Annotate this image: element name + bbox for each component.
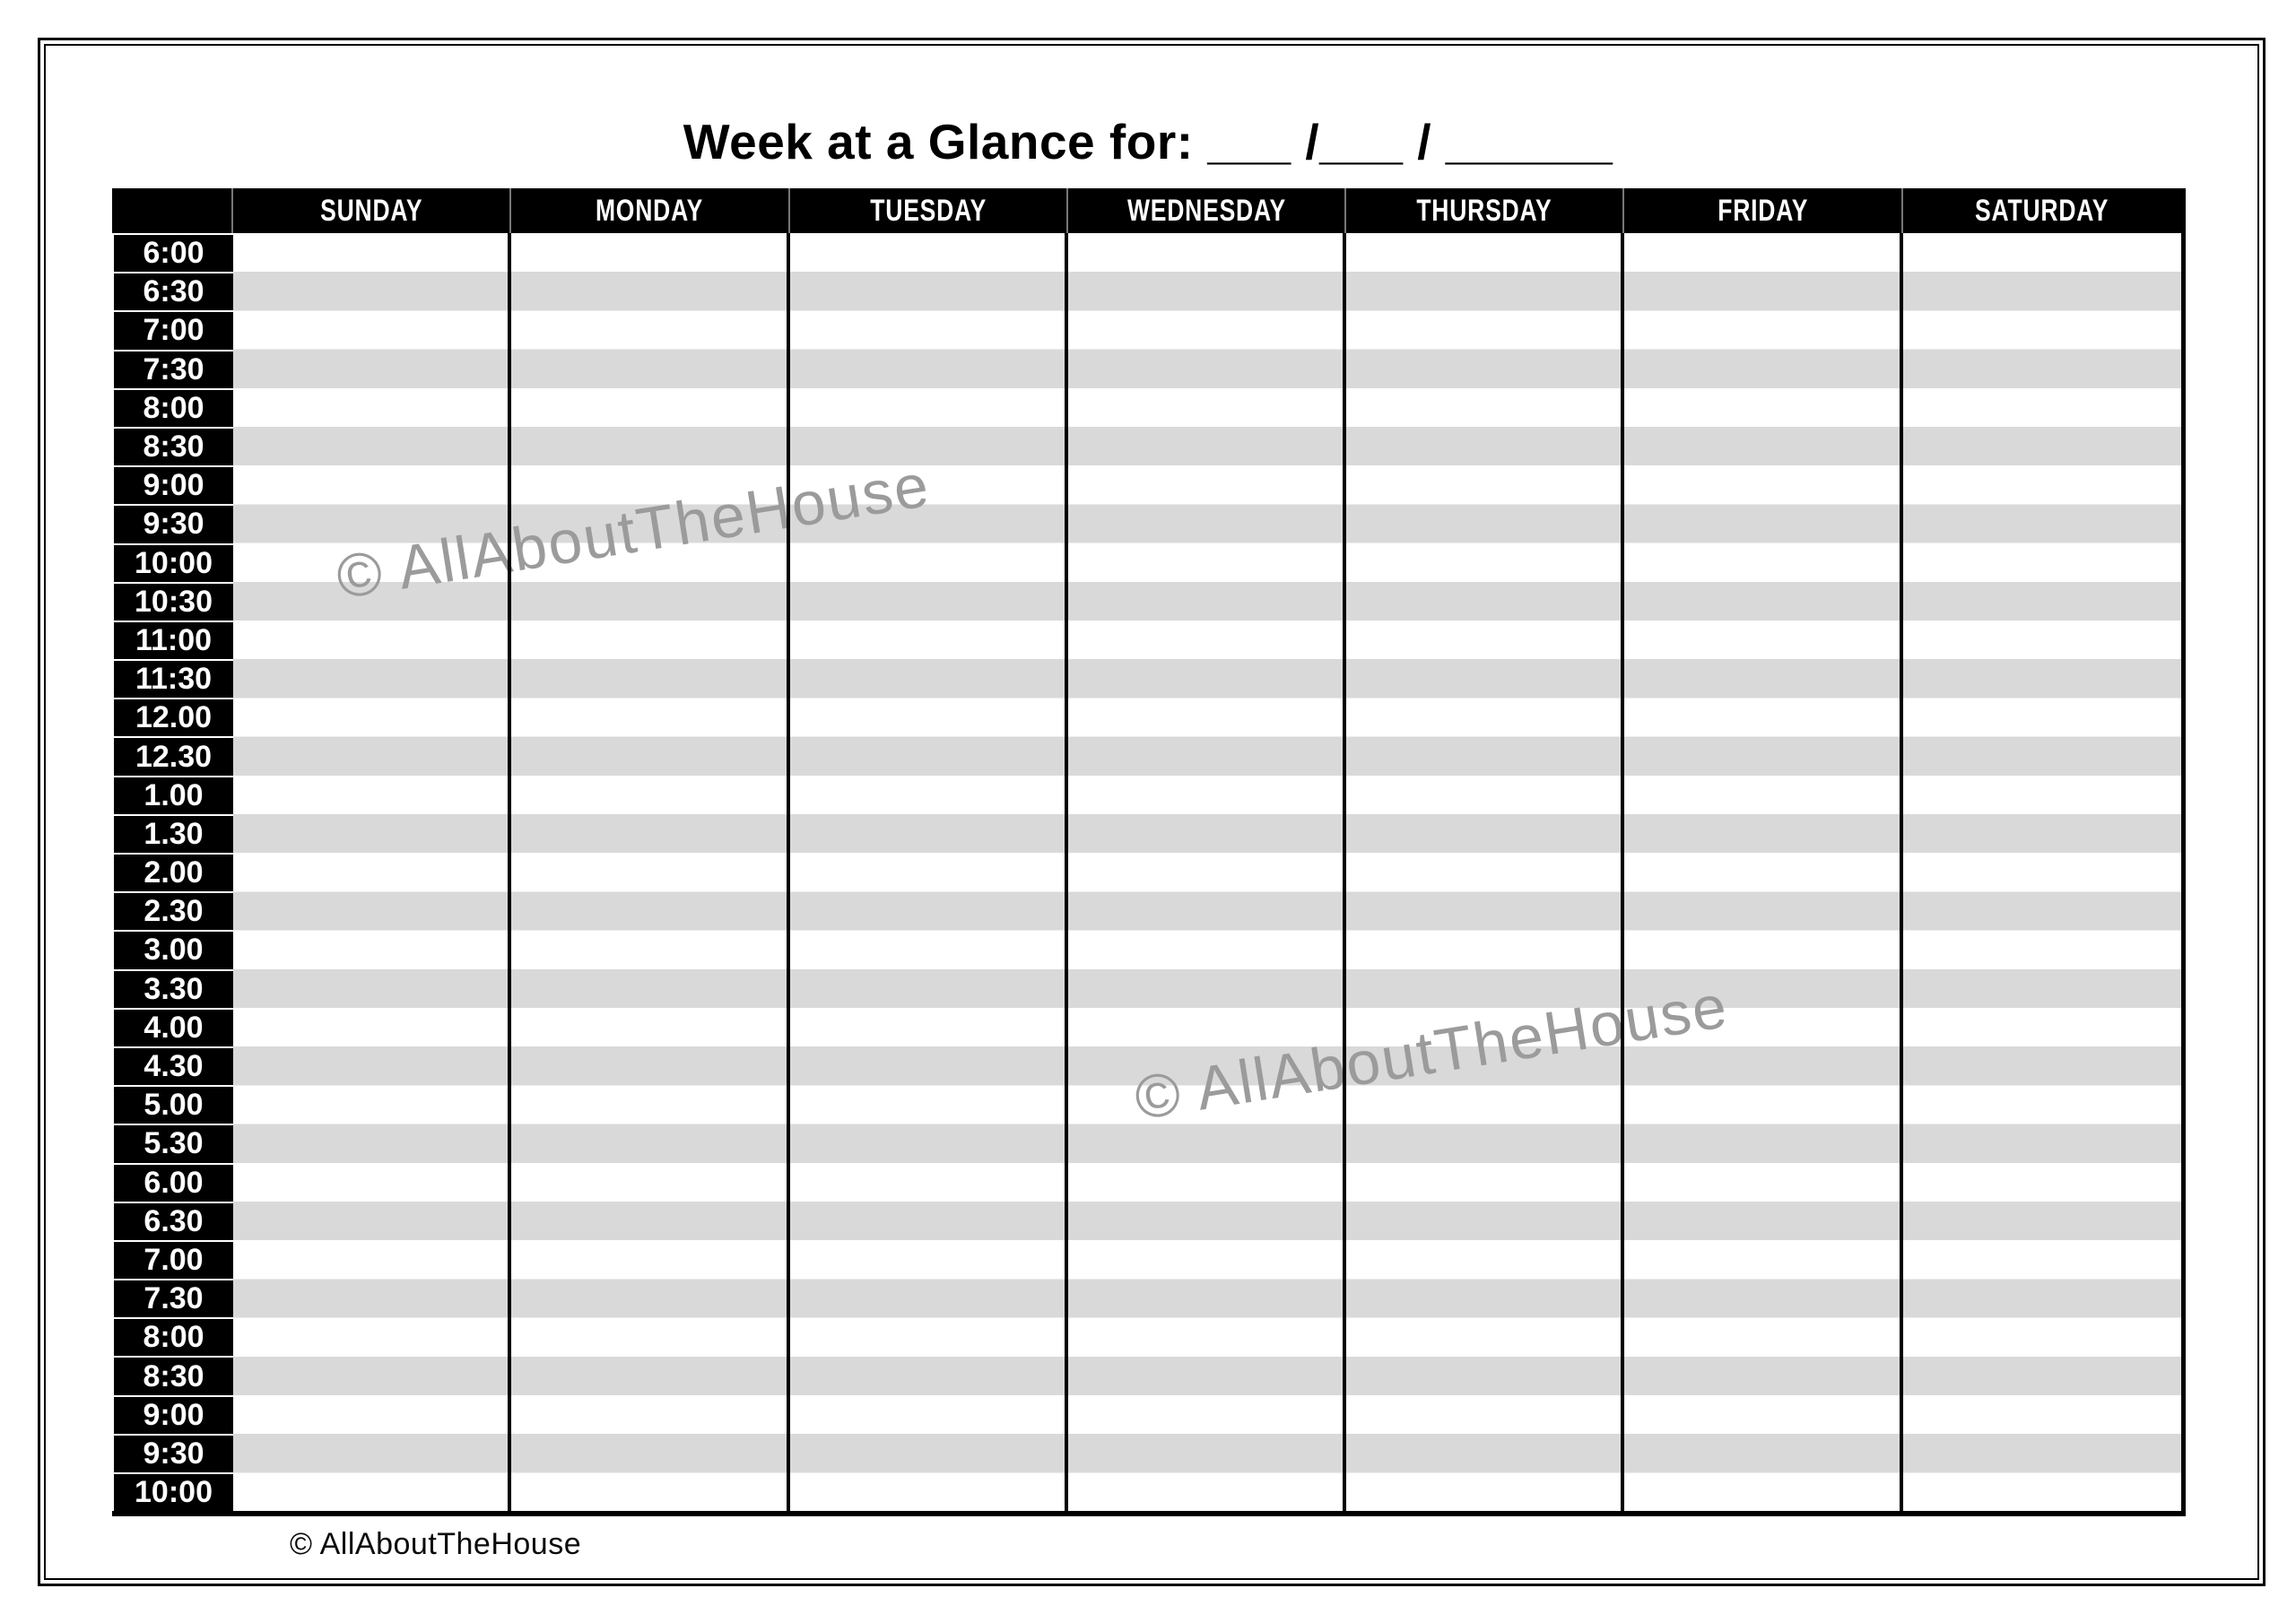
schedule-cell	[1624, 814, 1902, 853]
schedule-cell	[1068, 776, 1346, 814]
schedule-cell	[1624, 388, 1902, 427]
schedule-cell	[1346, 350, 1624, 388]
schedule-cell	[790, 582, 1068, 621]
time-slot-label: 2.00	[112, 853, 233, 891]
schedule-cell	[1346, 698, 1624, 736]
schedule-cell	[511, 1472, 789, 1511]
schedule-cell	[1346, 465, 1624, 504]
schedule-cell	[233, 388, 511, 427]
schedule-cell	[1624, 582, 1902, 621]
schedule-cell	[1624, 1124, 1902, 1162]
time-slot-label: 8:00	[112, 1317, 233, 1356]
schedule-cell	[233, 350, 511, 388]
day-header-thursday	[1346, 188, 1624, 233]
schedule-cell	[1068, 1279, 1346, 1317]
schedule-cell	[1068, 1163, 1346, 1202]
schedule-cell	[233, 621, 511, 659]
time-slot-label: 7:00	[112, 310, 233, 349]
schedule-cell	[1068, 582, 1346, 621]
schedule-cell	[1624, 1046, 1902, 1085]
schedule-cell	[1346, 388, 1624, 427]
schedule-cell	[790, 465, 1068, 504]
day-header-monday	[511, 188, 789, 233]
schedule-cell	[1903, 233, 2181, 272]
schedule-cell	[1903, 1085, 2181, 1124]
schedule-cell	[1624, 776, 1902, 814]
day-header-tuesday	[790, 188, 1068, 233]
schedule-cell	[1624, 504, 1902, 542]
time-slot-label: 6.00	[112, 1163, 233, 1202]
time-slot-label: 10:00	[112, 543, 233, 582]
schedule-cell	[1346, 814, 1624, 853]
schedule-cell	[1903, 504, 2181, 542]
schedule-cell	[1068, 1202, 1346, 1240]
schedule-cell	[1903, 1317, 2181, 1356]
time-slot-label: 8:00	[112, 388, 233, 427]
schedule-cell	[790, 543, 1068, 582]
schedule-cell	[1346, 930, 1624, 968]
schedule-cell	[1346, 543, 1624, 582]
schedule-cell	[511, 776, 789, 814]
time-slot-label: 8:30	[112, 427, 233, 465]
schedule-cell	[233, 736, 511, 775]
schedule-cell	[233, 427, 511, 465]
schedule-cell	[511, 1008, 789, 1046]
schedule-cell	[1624, 1163, 1902, 1202]
schedule-cell	[233, 1008, 511, 1046]
schedule-cell	[1346, 582, 1624, 621]
schedule-cell	[790, 853, 1068, 891]
time-slot-label: 6.30	[112, 1202, 233, 1240]
schedule-cell	[1624, 1279, 1902, 1317]
schedule-cell	[1903, 698, 2181, 736]
schedule-cell	[1346, 969, 1624, 1008]
schedule-cell	[790, 1395, 1068, 1434]
schedule-cell	[1068, 969, 1346, 1008]
schedule-cell	[1346, 1279, 1624, 1317]
schedule-cell	[1346, 1395, 1624, 1434]
schedule-cell	[1624, 1472, 1902, 1511]
schedule-cell	[511, 659, 789, 698]
schedule-cell	[1903, 1434, 2181, 1472]
schedule-cell	[233, 853, 511, 891]
schedule-cell	[511, 233, 789, 272]
schedule-cell	[511, 969, 789, 1008]
schedule-cell	[1624, 543, 1902, 582]
schedule-cell	[233, 1317, 511, 1356]
schedule-cell	[1068, 310, 1346, 349]
schedule-cell	[1624, 1240, 1902, 1279]
time-slot-label: 9:00	[112, 1395, 233, 1434]
schedule-cell	[1903, 814, 2181, 853]
time-slot-label: 10:30	[112, 582, 233, 621]
day-header-label: THURSDAY	[1416, 193, 1552, 228]
day-header-label: SUNDAY	[320, 193, 423, 228]
time-slot-label: 11:30	[112, 659, 233, 698]
schedule-cell	[511, 388, 789, 427]
time-slot-label: 9:30	[112, 1434, 233, 1472]
schedule-cell	[233, 272, 511, 310]
schedule-cell	[1624, 272, 1902, 310]
schedule-cell	[1346, 1008, 1624, 1046]
time-slot-label: 7.00	[112, 1240, 233, 1279]
schedule-cell	[1903, 582, 2181, 621]
schedule-cell	[233, 1279, 511, 1317]
schedule-cell	[233, 891, 511, 930]
schedule-cell	[1346, 1124, 1624, 1162]
schedule-cell	[233, 1124, 511, 1162]
schedule-cell	[790, 504, 1068, 542]
schedule-cell	[233, 1202, 511, 1240]
schedule-cell	[1068, 853, 1346, 891]
schedule-cell	[233, 504, 511, 542]
schedule-cell	[1624, 1317, 1902, 1356]
watermark-lower: © AllAboutTheHouse	[1130, 971, 1733, 1133]
schedule-cell	[1068, 698, 1346, 736]
time-slot-label: 8:30	[112, 1356, 233, 1394]
schedule-cell	[1624, 698, 1902, 736]
day-header-label: MONDAY	[596, 193, 704, 228]
schedule-cell	[1068, 1356, 1346, 1394]
day-header-saturday	[1903, 188, 2181, 233]
schedule-cell	[511, 1279, 789, 1317]
schedule-cell	[233, 776, 511, 814]
schedule-cell	[790, 698, 1068, 736]
schedule-cell	[511, 272, 789, 310]
schedule-cell	[233, 814, 511, 853]
schedule-cell	[1624, 736, 1902, 775]
schedule-cell	[1346, 659, 1624, 698]
schedule-cell	[790, 310, 1068, 349]
time-slot-label: 3.00	[112, 930, 233, 968]
schedule-cell	[1903, 272, 2181, 310]
schedule-cell	[1903, 1046, 2181, 1085]
schedule-cell	[790, 776, 1068, 814]
schedule-cell	[1346, 1356, 1624, 1394]
time-slot-label: 6:30	[112, 272, 233, 310]
schedule-cell	[1903, 1356, 2181, 1394]
schedule-cell	[1903, 427, 2181, 465]
time-slot-label: 6:00	[112, 233, 233, 272]
schedule-cell	[790, 1008, 1068, 1046]
schedule-cell	[511, 504, 789, 542]
schedule-cell	[233, 1046, 511, 1085]
schedule-cell	[790, 1356, 1068, 1394]
schedule-cell	[790, 1046, 1068, 1085]
schedule-cell	[1346, 427, 1624, 465]
schedule-cell	[1068, 272, 1346, 310]
time-slot-label: 3.30	[112, 969, 233, 1008]
time-slot-label: 2.30	[112, 891, 233, 930]
schedule-cell	[790, 388, 1068, 427]
time-slot-label: 4.00	[112, 1008, 233, 1046]
schedule-cell	[790, 1124, 1068, 1162]
day-header-sunday	[233, 188, 511, 233]
schedule-cell	[1624, 969, 1902, 1008]
schedule-cell	[1346, 1202, 1624, 1240]
schedule-cell	[1346, 736, 1624, 775]
schedule-cell	[1068, 1085, 1346, 1124]
schedule-cell	[511, 1202, 789, 1240]
schedule-cell	[1903, 465, 2181, 504]
schedule-cell	[511, 621, 789, 659]
schedule-cell	[1624, 891, 1902, 930]
day-header-label: TUESDAY	[869, 193, 987, 228]
schedule-cell	[790, 969, 1068, 1008]
schedule-cell	[1624, 1356, 1902, 1394]
schedule-cell	[790, 736, 1068, 775]
schedule-cell	[1068, 1472, 1346, 1511]
schedule-cell	[1624, 465, 1902, 504]
schedule-cell	[511, 814, 789, 853]
schedule-cell	[1903, 1124, 2181, 1162]
schedule-cell	[1346, 504, 1624, 542]
schedule-cell	[511, 891, 789, 930]
schedule-cell	[511, 1046, 789, 1085]
schedule-cell	[1346, 1317, 1624, 1356]
schedule-cell	[511, 930, 789, 968]
copyright-footer: © AllAboutTheHouse	[290, 1527, 582, 1561]
time-slot-label: 5.00	[112, 1085, 233, 1124]
schedule-cell	[1068, 1434, 1346, 1472]
schedule-cell	[1068, 233, 1346, 272]
schedule-cell	[1903, 1202, 2181, 1240]
schedule-cell	[1068, 465, 1346, 504]
schedule-cell	[233, 698, 511, 736]
time-slot-label: 1.00	[112, 776, 233, 814]
schedule-cell	[1346, 853, 1624, 891]
schedule-cell	[1624, 1085, 1902, 1124]
schedule-cell	[511, 1240, 789, 1279]
header-corner-cell	[112, 188, 233, 233]
schedule-cell	[233, 1434, 511, 1472]
schedule-cell	[790, 814, 1068, 853]
schedule-cell	[1624, 930, 1902, 968]
schedule-cell	[1346, 776, 1624, 814]
schedule-cell	[233, 969, 511, 1008]
schedule-cell	[1903, 1395, 2181, 1434]
schedule-cell	[1624, 1434, 1902, 1472]
schedule-cell	[511, 1434, 789, 1472]
schedule-cell	[1068, 504, 1346, 542]
schedule-cell	[1068, 736, 1346, 775]
time-slot-label: 7:30	[112, 350, 233, 388]
schedule-cell	[511, 1163, 789, 1202]
schedule-cell	[233, 930, 511, 968]
schedule-cell	[1903, 853, 2181, 891]
schedule-cell	[1903, 310, 2181, 349]
schedule-cell	[1903, 621, 2181, 659]
schedule-cell	[1903, 350, 2181, 388]
watermark-upper: © AllAboutTheHouse	[332, 450, 935, 612]
schedule-cell	[233, 543, 511, 582]
schedule-cell	[233, 659, 511, 698]
schedule-cell	[511, 1124, 789, 1162]
schedule-cell	[233, 1356, 511, 1394]
schedule-cell	[1068, 814, 1346, 853]
schedule-cell	[1346, 891, 1624, 930]
schedule-cell	[1068, 427, 1346, 465]
schedule-cell	[790, 1472, 1068, 1511]
schedule-cell	[511, 465, 789, 504]
schedule-cell	[233, 1085, 511, 1124]
schedule-cell	[1068, 350, 1346, 388]
schedule-cell	[790, 621, 1068, 659]
schedule-cell	[233, 1395, 511, 1434]
time-slot-label: 1.30	[112, 814, 233, 853]
schedule-cell	[1346, 1472, 1624, 1511]
planner-table	[112, 188, 2186, 1516]
page-title: Week at a Glance for: ___ /___ / ______	[683, 114, 1613, 169]
schedule-cell	[1903, 1279, 2181, 1317]
schedule-cell	[1068, 1124, 1346, 1162]
schedule-cell	[790, 930, 1068, 968]
time-slot-label: 11:00	[112, 621, 233, 659]
schedule-cell	[1624, 427, 1902, 465]
schedule-cell	[1068, 659, 1346, 698]
schedule-cell	[1903, 930, 2181, 968]
time-slot-label: 4.30	[112, 1046, 233, 1085]
schedule-cell	[1068, 891, 1346, 930]
schedule-cell	[1903, 736, 2181, 775]
schedule-cell	[1346, 1240, 1624, 1279]
schedule-cell	[1068, 1046, 1346, 1085]
day-header-label: WEDNESDAY	[1126, 193, 1286, 228]
schedule-cell	[790, 272, 1068, 310]
schedule-cell	[790, 1163, 1068, 1202]
schedule-cell	[233, 465, 511, 504]
schedule-cell	[1624, 1395, 1902, 1434]
schedule-cell	[1346, 1085, 1624, 1124]
time-slot-label: 9:00	[112, 465, 233, 504]
schedule-cell	[1903, 659, 2181, 698]
schedule-cell	[1346, 233, 1624, 272]
schedule-cell	[1346, 1434, 1624, 1472]
schedule-cell	[1068, 1008, 1346, 1046]
schedule-cell	[790, 1202, 1068, 1240]
schedule-cell	[233, 233, 511, 272]
schedule-cell	[790, 1085, 1068, 1124]
day-header-label: SATURDAY	[1975, 193, 2109, 228]
schedule-cell	[1903, 891, 2181, 930]
schedule-cell	[1346, 1046, 1624, 1085]
schedule-cell	[1346, 310, 1624, 349]
schedule-cell	[1903, 776, 2181, 814]
schedule-cell	[511, 350, 789, 388]
schedule-cell	[511, 582, 789, 621]
schedule-cell	[1624, 621, 1902, 659]
schedule-cell	[790, 427, 1068, 465]
schedule-cell	[1346, 1163, 1624, 1202]
time-slot-label: 10:00	[112, 1472, 233, 1511]
schedule-cell	[1624, 350, 1902, 388]
schedule-cell	[1068, 1395, 1346, 1434]
time-slot-label: 7.30	[112, 1279, 233, 1317]
schedule-cell	[1903, 1472, 2181, 1511]
schedule-cell	[1068, 1240, 1346, 1279]
schedule-cell	[790, 1279, 1068, 1317]
schedule-cell	[1068, 1317, 1346, 1356]
schedule-cell	[1903, 1163, 2181, 1202]
schedule-cell	[1068, 621, 1346, 659]
schedule-cell	[790, 1317, 1068, 1356]
schedule-cell	[1903, 388, 2181, 427]
schedule-cell	[233, 1472, 511, 1511]
schedule-cell	[1903, 543, 2181, 582]
schedule-cell	[511, 853, 789, 891]
schedule-cell	[1068, 930, 1346, 968]
schedule-cell	[1624, 233, 1902, 272]
schedule-cell	[511, 310, 789, 349]
schedule-cell	[1903, 969, 2181, 1008]
schedule-cell	[511, 1356, 789, 1394]
day-header-label: FRIDAY	[1718, 193, 1809, 228]
time-slot-label: 9:30	[112, 504, 233, 542]
schedule-cell	[790, 659, 1068, 698]
schedule-cell	[511, 1317, 789, 1356]
schedule-cell	[1624, 1202, 1902, 1240]
schedule-cell	[511, 698, 789, 736]
schedule-cell	[790, 233, 1068, 272]
schedule-cell	[511, 427, 789, 465]
schedule-cell	[1346, 272, 1624, 310]
schedule-cell	[790, 891, 1068, 930]
time-slot-label: 12.30	[112, 736, 233, 775]
schedule-cell	[1068, 388, 1346, 427]
schedule-cell	[790, 1240, 1068, 1279]
schedule-cell	[511, 1085, 789, 1124]
schedule-cell	[233, 1240, 511, 1279]
schedule-cell	[790, 1434, 1068, 1472]
day-header-friday	[1624, 188, 1902, 233]
schedule-cell	[1624, 1008, 1902, 1046]
schedule-cell	[233, 1163, 511, 1202]
schedule-cell	[790, 350, 1068, 388]
schedule-cell	[1624, 310, 1902, 349]
schedule-cell	[1068, 543, 1346, 582]
schedule-cell	[1346, 621, 1624, 659]
time-slot-label: 12.00	[112, 698, 233, 736]
schedule-cell	[511, 736, 789, 775]
schedule-cell	[511, 1395, 789, 1434]
schedule-cell	[1624, 853, 1902, 891]
schedule-cell	[1903, 1008, 2181, 1046]
schedule-cell	[1903, 1240, 2181, 1279]
schedule-cell	[233, 582, 511, 621]
schedule-cell	[233, 310, 511, 349]
time-slot-label: 5.30	[112, 1124, 233, 1162]
day-header-wednesday	[1068, 188, 1346, 233]
schedule-cell	[511, 543, 789, 582]
schedule-cell	[1624, 659, 1902, 698]
